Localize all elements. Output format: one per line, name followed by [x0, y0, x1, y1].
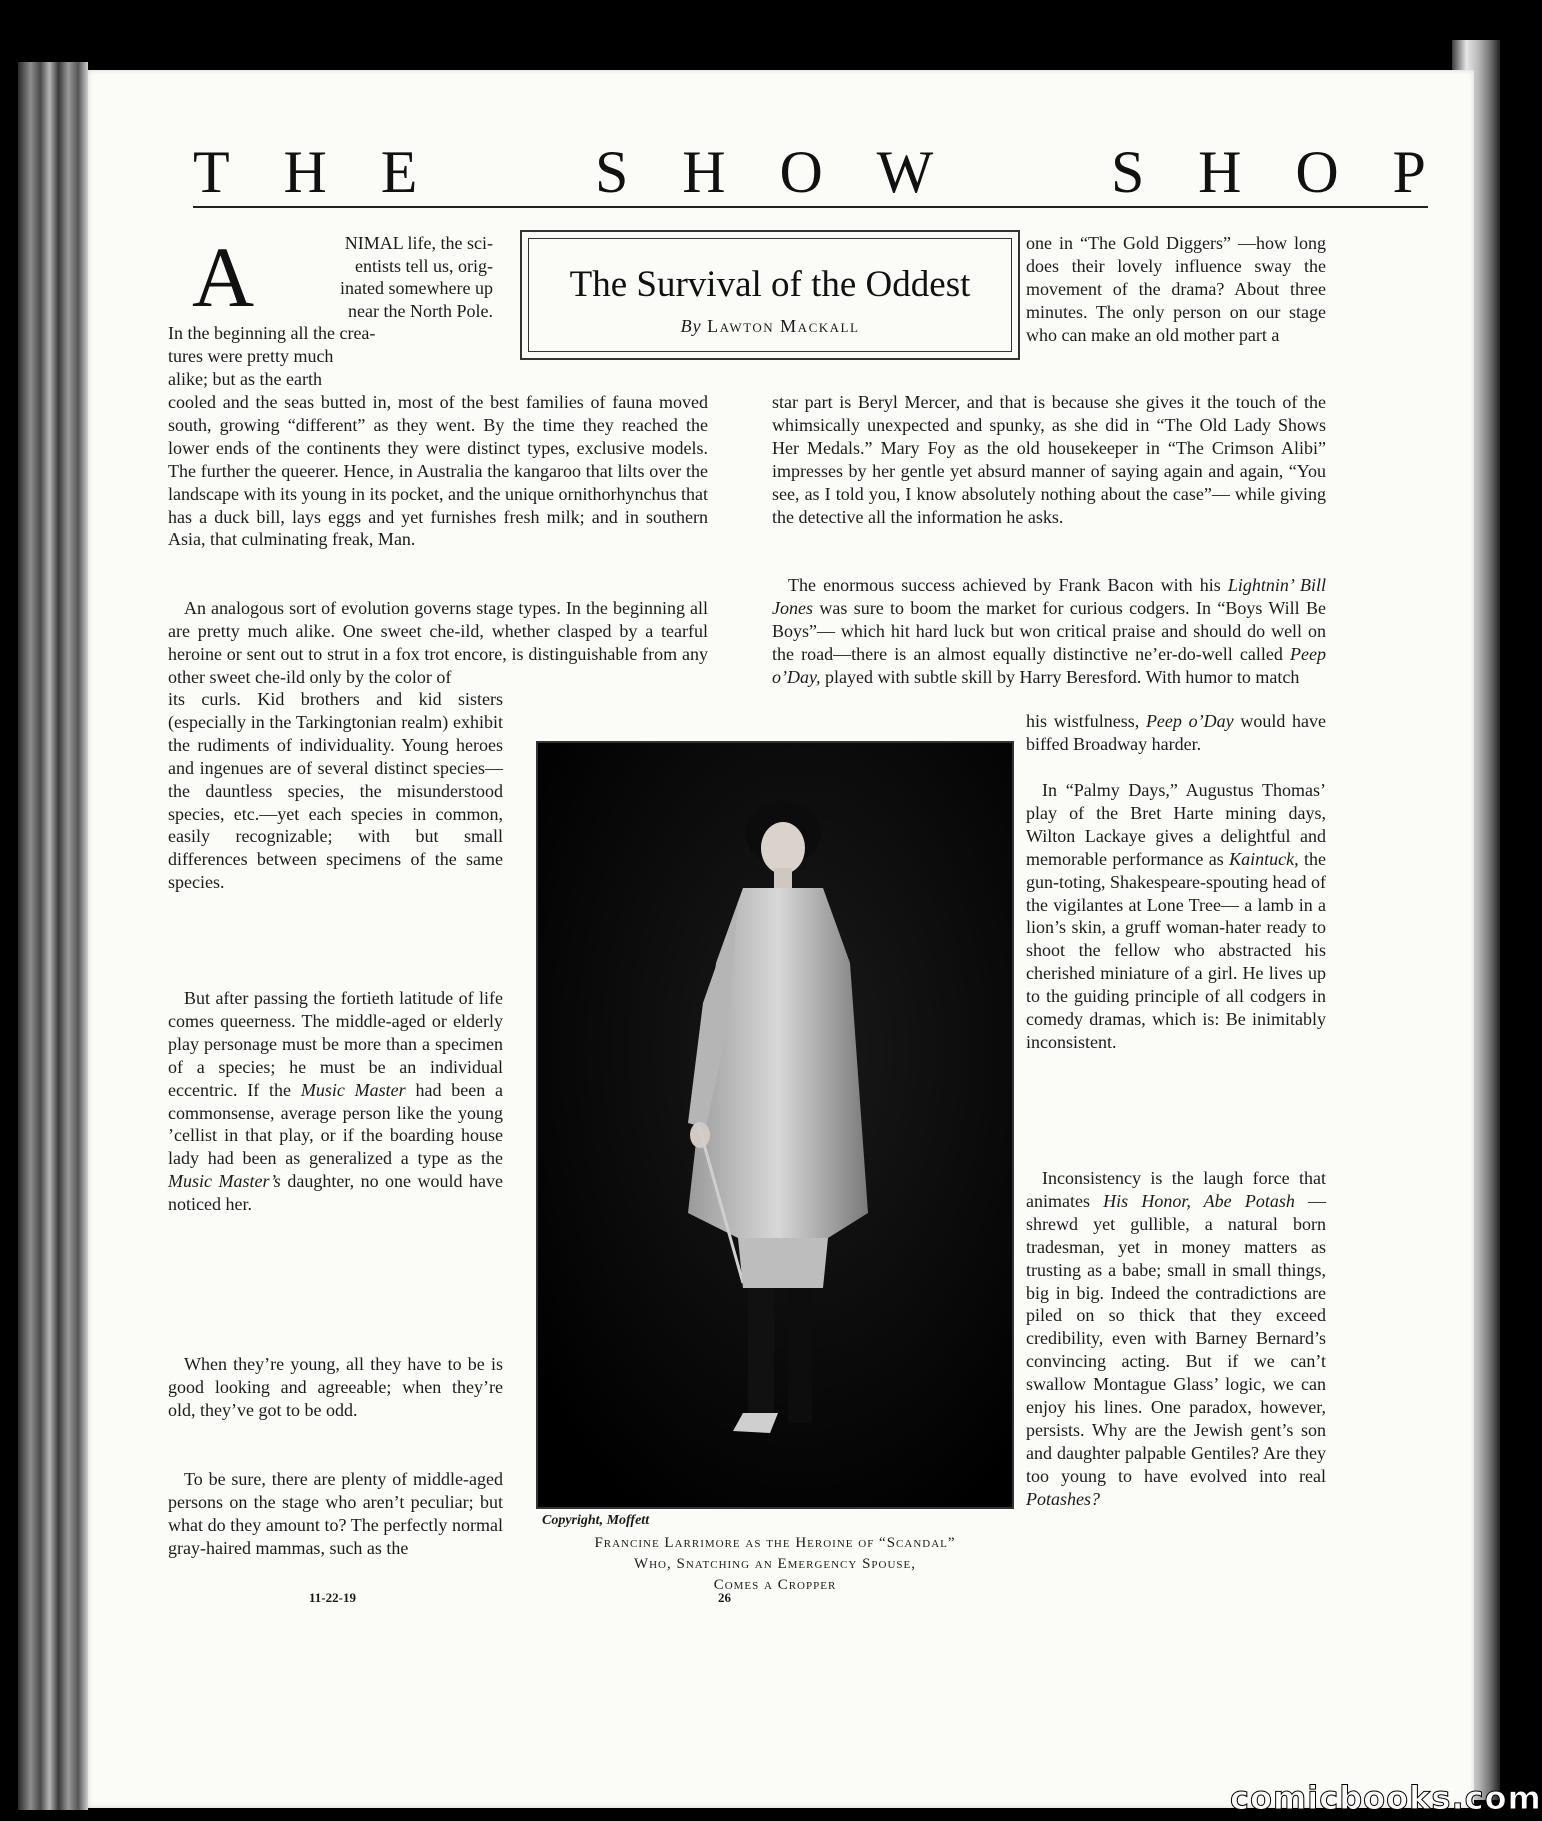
text-run: But after passing the fortieth latitude of life comes queerness. The middle-aged or elderly play personage must be more than a specimen of a species; he must be an individual eccentric. If the	[168, 988, 503, 1100]
article-byline	[529, 316, 1011, 337]
header-letter: S	[1110, 139, 1147, 205]
header-letter: O	[779, 139, 825, 205]
text-run: played with subtle skill by Harry Beresford. With humor to match	[825, 666, 1300, 687]
body-paragraph: star part is Beryl Mercer, and that is because she gives it the touch of the whimsically unexpected and spunky, as she did in “The Old Lady Shows Her Medals.” Mary Foy as the old housekeeper in “The Crimson Alibi” impresses by her gentle yet absurd manner of saying again and again, “You see, as I told you, I know absolutely nothing about the case”— while giving the detective all the information he asks.	[772, 392, 1326, 527]
caption-line: Francine Larrimore as the Heroine of “Scandal”	[594, 1535, 956, 1551]
intro-line: near the North Pole.	[348, 300, 493, 321]
text-run: would have biffed Broadway harder.	[1026, 711, 1327, 754]
text-run: daughter, no one would have noticed her.	[168, 1171, 503, 1215]
book-spine-edge	[18, 62, 88, 1810]
text-run: had been a commonsense, average person like the young ’cellist in that play, or if the boarding house lady had been as generalized a type as the	[168, 1079, 504, 1169]
text-run: In “Palmy Days,” Augustus Thomas’ play of the Bret Harte mining days, Wilton Lackaye gives a delightful and memorable performance as	[1026, 780, 1326, 869]
issue-date: 11-22-19	[309, 1590, 356, 1605]
text-run: Inconsistency is the laugh force that animates	[1026, 1168, 1326, 1211]
text-run: his wistfulness,	[1026, 711, 1140, 731]
body-paragraph: When they’re young, all they have to be is good looking and agreeable; when they’re old, they’ve got to be odd.	[168, 1354, 503, 1420]
drop-cap: A	[192, 229, 255, 325]
body-paragraph	[1026, 779, 1326, 1054]
body-paragraph: An analogous sort of evolution governs stage types. In the beginning all are pretty much alike. One sweet che-ild, whether clasped by a tearful heroine or sent out to strut in a fox trot encore, is distinguishable from any other sweet che-ild only by the color of	[168, 598, 708, 687]
header-letter: T	[193, 139, 232, 205]
left-top-lines	[168, 322, 493, 391]
body-paragraph: its curls. Kid brothers and kid sisters (especially in the Tarkingtonian realm) exhibit the rudiments of individuality. Young heroes and ingenues are of several distinct species—the dauntless species, the misunderstood species, etc.—yet each species in common, easily recognizable; with but small differences between specimens of the same species.	[168, 689, 503, 893]
text-italic: Kaintuck,	[1229, 848, 1299, 869]
page-number: 26	[718, 1590, 731, 1605]
text-italic: Potashes?	[1026, 1488, 1100, 1509]
header-letter: P	[1392, 139, 1428, 205]
actress-photo	[536, 741, 1014, 1509]
body-paragraph	[168, 987, 503, 1216]
body-paragraph	[1026, 1167, 1326, 1511]
body-paragraph: cooled and the seas butted in, most of the best families of fauna moved south, growing “different” as they went. By the time they reached the lower ends of the continents they were distinct types, exclusive models. The further the queerer. Hence, in Australia the kangaroo that lilts over the landscape with its young in its pocket, and the unique ornithorhynchus that has a duck bill, lays eggs and yet furnishes fresh milk; and in southern Asia, that culminating freak, Man.	[168, 392, 708, 550]
header-letter: H	[682, 139, 728, 205]
text-italic: Peep o’Day,	[772, 643, 1326, 687]
body-line: In the beginning all the crea-	[168, 323, 376, 343]
caption-line: Comes a Cropper	[713, 1577, 837, 1593]
actress-figure-icon	[538, 743, 1012, 1507]
body-line: tures were pretty much	[168, 345, 334, 366]
body-paragraph	[772, 574, 1326, 689]
header-letter: O	[1295, 139, 1341, 205]
photo-caption	[536, 1533, 1014, 1596]
text-run: —shrewd yet gullible, a natural born tradesman, yet in money matters as trusting as a babe; small in small things, big in big. Indeed the contradictions are piled on so thick that they exceed credibility, even with Barney Bernard’s convincing acting. But if we can’t swallow Montague Glass’ logic, we can enjoy his lines. One paradox, however, persists. Why are the Jewish gent’s son and daughter palpable Gentiles? Are they too young to have evolved into real	[1026, 1190, 1326, 1486]
text-italic: Music Master’s	[168, 1171, 281, 1192]
caption-line: Who, Snatching an Emergency Spouse,	[633, 1556, 917, 1572]
article-title-box	[520, 230, 1020, 360]
magazine-page	[88, 70, 1474, 1808]
body-paragraph: To be sure, there are plenty of middle-aged persons on the stage who aren’t peculiar; but what do they amount to? The perfectly normal gray-haired mammas, such as the	[168, 1469, 503, 1558]
body-paragraph: one in “The Gold Diggers” —how long does their lovely influence sway the movement of the drama? About three minutes. The only person on our stage who can make an old mother part a	[1026, 233, 1326, 345]
header-letter: E	[380, 139, 420, 205]
text-italic: Music Master	[300, 1079, 406, 1100]
header-letter: S	[595, 139, 631, 205]
intro-lines	[245, 232, 493, 322]
site-watermark: comicbooks.com	[1230, 1779, 1542, 1817]
header-letter: H	[1198, 139, 1244, 205]
header-letter: H	[283, 139, 329, 205]
article-title: The Survival of the Oddest	[569, 264, 971, 305]
body-paragraph	[1026, 710, 1326, 756]
photo-credit: Copyright, Moffett	[542, 1513, 650, 1528]
author-name: Lawton Mackall	[707, 316, 860, 336]
section-header	[193, 138, 1428, 208]
header-letter: W	[876, 139, 936, 205]
text-italic: Lightnin’ Bill Jones	[772, 575, 1326, 618]
intro-line: inated somewhere up	[340, 278, 493, 298]
byline-prefix: By	[680, 316, 702, 336]
text-run: The enormous success achieved by Frank Bacon with his	[788, 575, 1221, 595]
intro-line: NIMAL life, the sci-	[344, 233, 493, 253]
text-italic: Peep o’Day	[1145, 711, 1234, 731]
text-italic: His Honor, Abe Potash	[1103, 1190, 1295, 1211]
text-run: was sure to boom the market for curious codgers. In “Boys Will Be Boys”— which hit hard luck but won critical praise and should do well on the road—there is an almost equally distinctive ne’er-do-well called	[772, 597, 1326, 664]
intro-line: entists tell us, orig-	[355, 255, 493, 276]
text-run: the gun-toting, Shakespeare-spouting head of the vigilantes at Lone Tree— a lamb in a lion’s skin, a gruff woman-hater ready to shoot the fellow who abstracted his cherished miniature of a girl. He lives up to the guiding principle of all codgers in comedy dramas, which is: Be inimitably inconsistent.	[1026, 848, 1327, 1052]
body-line: alike; but as the earth	[168, 368, 322, 389]
